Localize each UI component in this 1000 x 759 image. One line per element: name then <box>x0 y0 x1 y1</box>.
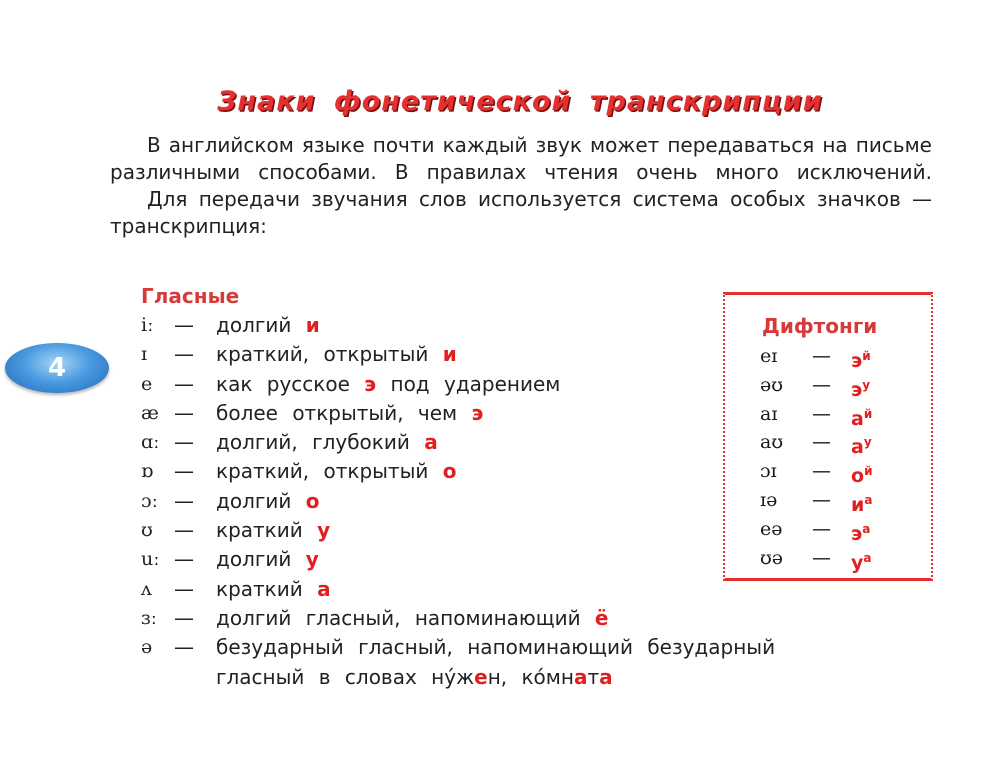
vowel-russian-letter: ё <box>594 605 609 630</box>
diphthong-symbol: ɔɪ <box>760 460 777 483</box>
vowel-russian-letter: у <box>305 547 319 572</box>
vowel-row <box>141 370 613 399</box>
diphthong-symbol: aʊ <box>760 431 784 454</box>
vowel-symbol: e <box>141 372 153 395</box>
vowel-symbol: ɑː <box>141 431 160 454</box>
vowel-symbol: ʌ <box>141 577 152 600</box>
vowel-russian-letter: а <box>424 430 438 455</box>
diphthong-russian-letter: о <box>851 465 865 488</box>
dash: — <box>174 576 194 601</box>
diphthong-symbol: əʊ <box>760 373 784 396</box>
vowel-row <box>141 633 776 662</box>
vowel-symbol: ɒ <box>141 460 154 483</box>
vowel-description <box>216 370 560 399</box>
dash: — <box>812 345 831 367</box>
intro-paragraph-2: Для передачи звучания слов используется система особых значков — транскрипция: <box>110 187 932 238</box>
vowel-row <box>141 575 613 604</box>
vowel-description-text: долгий <box>216 488 306 513</box>
diphthong-russian-letter: у <box>851 551 864 574</box>
diphthong-russian-letter: э <box>851 522 863 545</box>
diphthong-symbol: eə <box>760 517 783 540</box>
vowel-symbol: ʊ <box>141 519 153 542</box>
vowel-row <box>141 340 613 369</box>
vowel-row <box>141 516 613 545</box>
dash: — <box>174 430 194 455</box>
vowel-symbol: æ <box>141 401 159 424</box>
vowel-russian-letter: э <box>471 400 484 425</box>
vowel-description-text: долгий, глубокий <box>216 430 425 455</box>
dash: — <box>174 459 194 484</box>
dash: — <box>812 517 831 540</box>
diphthong-symbol: eɪ <box>760 345 778 367</box>
example-word-part: т <box>587 664 600 689</box>
vowel-description-text: краткий <box>216 518 318 543</box>
diphthongs-heading: Дифтонги <box>762 314 878 338</box>
example-word-part: н, ко́мн <box>487 664 574 689</box>
diphthong-russian-letter: э <box>851 350 863 372</box>
vowel-symbol: ɜː <box>141 606 158 629</box>
dash: — <box>812 373 831 396</box>
vowel-description <box>216 311 320 340</box>
dash: — <box>812 460 831 483</box>
page-number-badge <box>5 343 109 393</box>
vowel-description-text: гласный в словах ну́ <box>216 664 457 689</box>
vowel-description <box>216 545 319 574</box>
dash: — <box>174 518 194 543</box>
dash: — <box>174 400 194 425</box>
diphthong-russian-superscript: й <box>863 406 873 421</box>
vowel-description <box>216 604 609 633</box>
diphthong-russian-superscript: а <box>864 492 873 507</box>
diphthong-russian-superscript: а <box>862 521 871 536</box>
vowel-description <box>216 575 331 604</box>
vowel-description <box>216 399 483 428</box>
vowel-symbol: iː <box>141 314 154 336</box>
vowel-row <box>141 545 613 574</box>
vowel-description-text: краткий, открытый <box>216 342 443 367</box>
vowel-description-text: более открытый, чем <box>216 400 472 425</box>
vowel-russian-letter: а <box>317 576 331 601</box>
vowel-description-text: долгий <box>216 547 306 572</box>
diphthong-russian-superscript: у <box>862 377 871 392</box>
vowel-russian-letter: о <box>305 488 320 513</box>
diphthong-russian-superscript: у <box>863 435 872 450</box>
vowel-description <box>216 487 319 516</box>
diphthong-russian <box>851 544 872 578</box>
vowel-description-text: долгий <box>216 313 306 337</box>
diphthongs-box <box>723 292 933 581</box>
dash: — <box>174 547 194 572</box>
dash: — <box>174 313 194 337</box>
diphthong-russian-superscript: й <box>864 464 873 479</box>
page-number: 4 <box>47 353 67 383</box>
vowel-russian-letter: и <box>442 342 457 367</box>
vowel-description-text: краткий <box>216 576 318 601</box>
vowel-description-text: безударный гласный, напоминающий безударный <box>216 635 776 660</box>
dash: — <box>174 635 194 660</box>
diphthong-symbol: ʊə <box>760 546 784 569</box>
vowel-row-continuation <box>141 663 613 692</box>
example-highlight: а <box>599 664 613 689</box>
vowel-row <box>141 487 613 516</box>
dash: — <box>174 605 194 630</box>
vowels-heading: Гласные <box>141 284 240 308</box>
vowel-russian-letter: о <box>442 459 457 484</box>
example-highlight: а <box>573 664 588 689</box>
diphthong-russian-letter: и <box>851 493 865 516</box>
vowel-row <box>141 311 613 340</box>
example-highlight: е <box>474 664 488 689</box>
dash: — <box>812 546 831 569</box>
diphthong-russian-superscript: а <box>863 550 872 565</box>
vowel-russian-letter: э <box>364 371 377 396</box>
vowel-description-text: долгий гласный, напоминающий <box>216 605 595 630</box>
vowel-description-after: под ударением <box>376 371 561 396</box>
diphthong-russian-superscript: й <box>862 349 871 363</box>
vowel-russian-letter: у <box>317 518 331 543</box>
vowel-row <box>141 428 613 457</box>
vowel-symbol: uː <box>141 548 160 571</box>
vowel-russian-letter: и <box>305 313 320 337</box>
example-word-part: ж <box>456 664 475 689</box>
dash: — <box>812 402 831 425</box>
vowel-description <box>216 457 456 486</box>
dash: — <box>174 342 194 367</box>
dash: — <box>174 488 194 513</box>
vowel-description <box>216 340 457 369</box>
vowel-symbol: ɪ <box>141 343 148 366</box>
page-title: Знаки фонетической транскрипции <box>217 86 823 117</box>
diphthong-symbol: aɪ <box>760 402 778 425</box>
intro-text <box>110 132 932 240</box>
diphthong-russian-letter: э <box>851 378 863 401</box>
dash: — <box>812 488 831 511</box>
diphthong-russian-letter: а <box>851 436 864 459</box>
vowel-description <box>216 428 438 457</box>
diphthong-symbol: ɪə <box>760 488 778 511</box>
vowel-row <box>141 457 613 486</box>
vowel-symbol: ɔː <box>141 489 159 512</box>
vowel-row <box>141 399 613 428</box>
diphthong-russian-letter: а <box>851 407 864 430</box>
vowel-description <box>216 516 330 545</box>
vowel-row <box>141 604 613 633</box>
dash: — <box>812 431 831 454</box>
intro-paragraph-1: В английском языке почти каждый звук может передаваться на письме различными способами. В правилах чтения очень много исключений. <box>110 133 932 184</box>
vowel-description-text: как русское <box>216 371 365 396</box>
vowel-description-text: краткий, открытый <box>216 459 443 484</box>
vowel-symbol: ə <box>141 636 153 659</box>
dash: — <box>174 371 194 396</box>
